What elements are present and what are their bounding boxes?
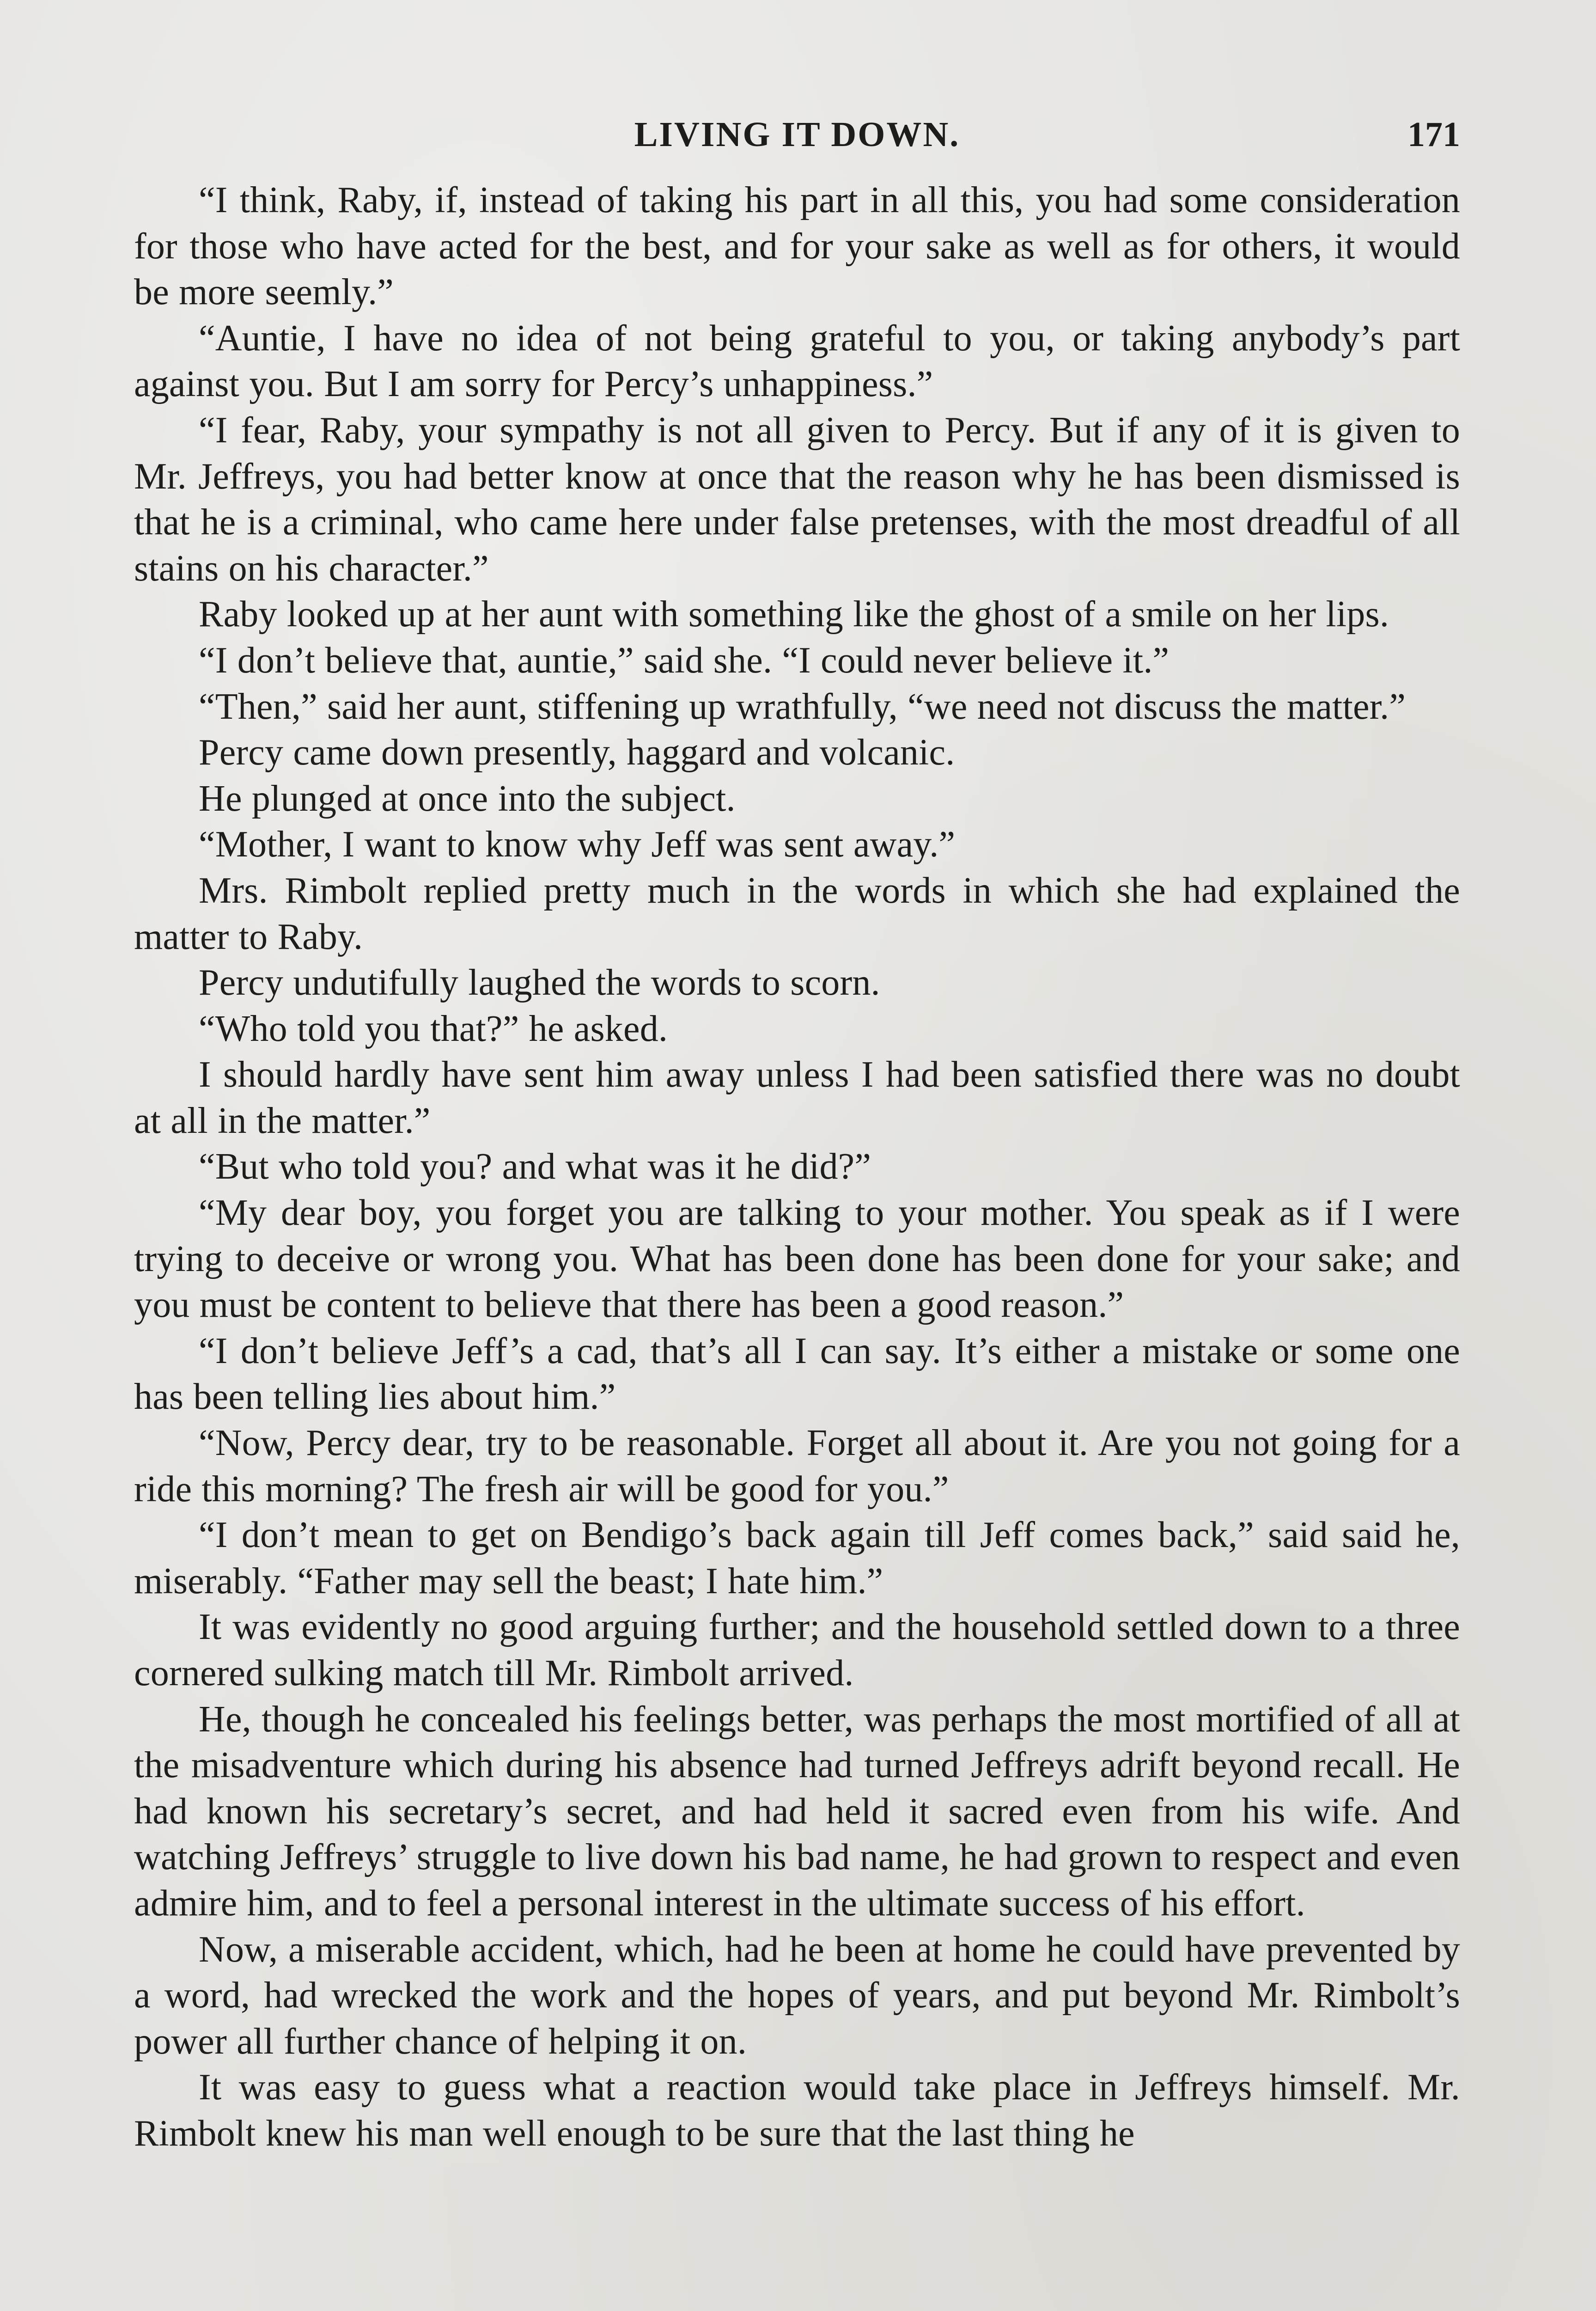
running-head: LIVING IT DOWN. <box>634 115 960 154</box>
paragraph: “I don’t believe Jeff’s a cad, that’s all I can say. It’s either a mistake or some one has been telling lies about him.” <box>134 1330 1460 1418</box>
paragraph: Raby looked up at her aunt with something like the ghost of a smile on her lips. <box>199 594 1389 635</box>
paragraph: It was easy to guess what a reaction would take place in Jeffreys himself. Mr. Rimbolt knew his man well enough to be sure that the last thing he <box>134 2067 1460 2154</box>
paragraph: “I fear, Raby, your sympathy is not all given to Percy. But if any of it is given to Mr. Jeffreys, you had better know at once that the reason why he has been dismissed is that he is a criminal, who came here under false pretenses, with the most dreadful of all stains on his character.” <box>134 410 1460 589</box>
paragraph: He, though he concealed his feelings better, was perhaps the most mortified of all at the misadventure which during his absence had turned Jeffreys adrift beyond recall. He had known his secretary’s secret, and had held it sacred even from his wife. And watching Jeffreys’ struggle to live down his bad name, he had grown to respect and even admire him, and to feel a personal interest in the ultimate success of his effort. <box>134 1699 1460 1924</box>
body-text <box>134 177 1460 2311</box>
page-header <box>134 109 1460 160</box>
paragraph: Percy came down presently, haggard and volcanic. <box>199 732 955 773</box>
paragraph: “I don’t believe that, auntie,” said she. “I could never believe it.” <box>199 640 1170 681</box>
paragraph: “I think, Raby, if, instead of taking his part in all this, you had some consideration for those who have acted for the best, and for your sake as well as for others, it would be more seemly.” <box>134 180 1460 313</box>
page-number: 171 <box>1407 115 1460 154</box>
paragraph: “I don’t mean to get on Bendigo’s back again till Jeff comes back,” said said he, miserably. “Father may sell the beast; I hate him.” <box>134 1515 1460 1602</box>
paragraph: He plunged at once into the subject. <box>199 778 736 819</box>
paragraph: “Who told you that?” he asked. <box>199 1008 668 1049</box>
paragraph: It was evidently no good arguing further; and the household settled down to a three cornered sulking match till Mr. Rimbolt arrived. <box>134 1607 1460 1694</box>
paragraph: “Mother, I want to know why Jeff was sent away.” <box>199 824 956 865</box>
paragraph: Mrs. Rimbolt replied pretty much in the words in which she had explained the matter to Raby. <box>134 870 1460 957</box>
paragraph: Now, a miserable accident, which, had he been at home he could have prevented by a word, had wrecked the work and the hopes of years, and put beyond Mr. Rimbolt’s power all further chance of helping it on. <box>134 1929 1460 2062</box>
paragraph: “But who told you? and what was it he did?” <box>199 1146 871 1187</box>
paragraph: “Auntie, I have no idea of not being grateful to you, or taking anybody’s part against you. But I am sorry for Percy’s unhappiness.” <box>134 318 1460 405</box>
paragraph: “Now, Percy dear, try to be reasonable. Forget all about it. Are you not going for a ride this morning? The fresh air will be good for you.” <box>134 1423 1460 1510</box>
paragraph: “Then,” said her aunt, stiffening up wrathfully, “we need not discuss the matter.” <box>199 686 1406 727</box>
paragraph: Percy undutifully laughed the words to scorn. <box>199 962 880 1003</box>
paragraph: I should hardly have sent him away unless I had been satisfied there was no doubt at all in the matter.” <box>134 1054 1460 1141</box>
paragraph: “My dear boy, you forget you are talking to your mother. You speak as if I were trying to deceive or wrong you. What has been done has been done for your sake; and you must be content to believe that there has been a good reason.” <box>134 1192 1460 1326</box>
